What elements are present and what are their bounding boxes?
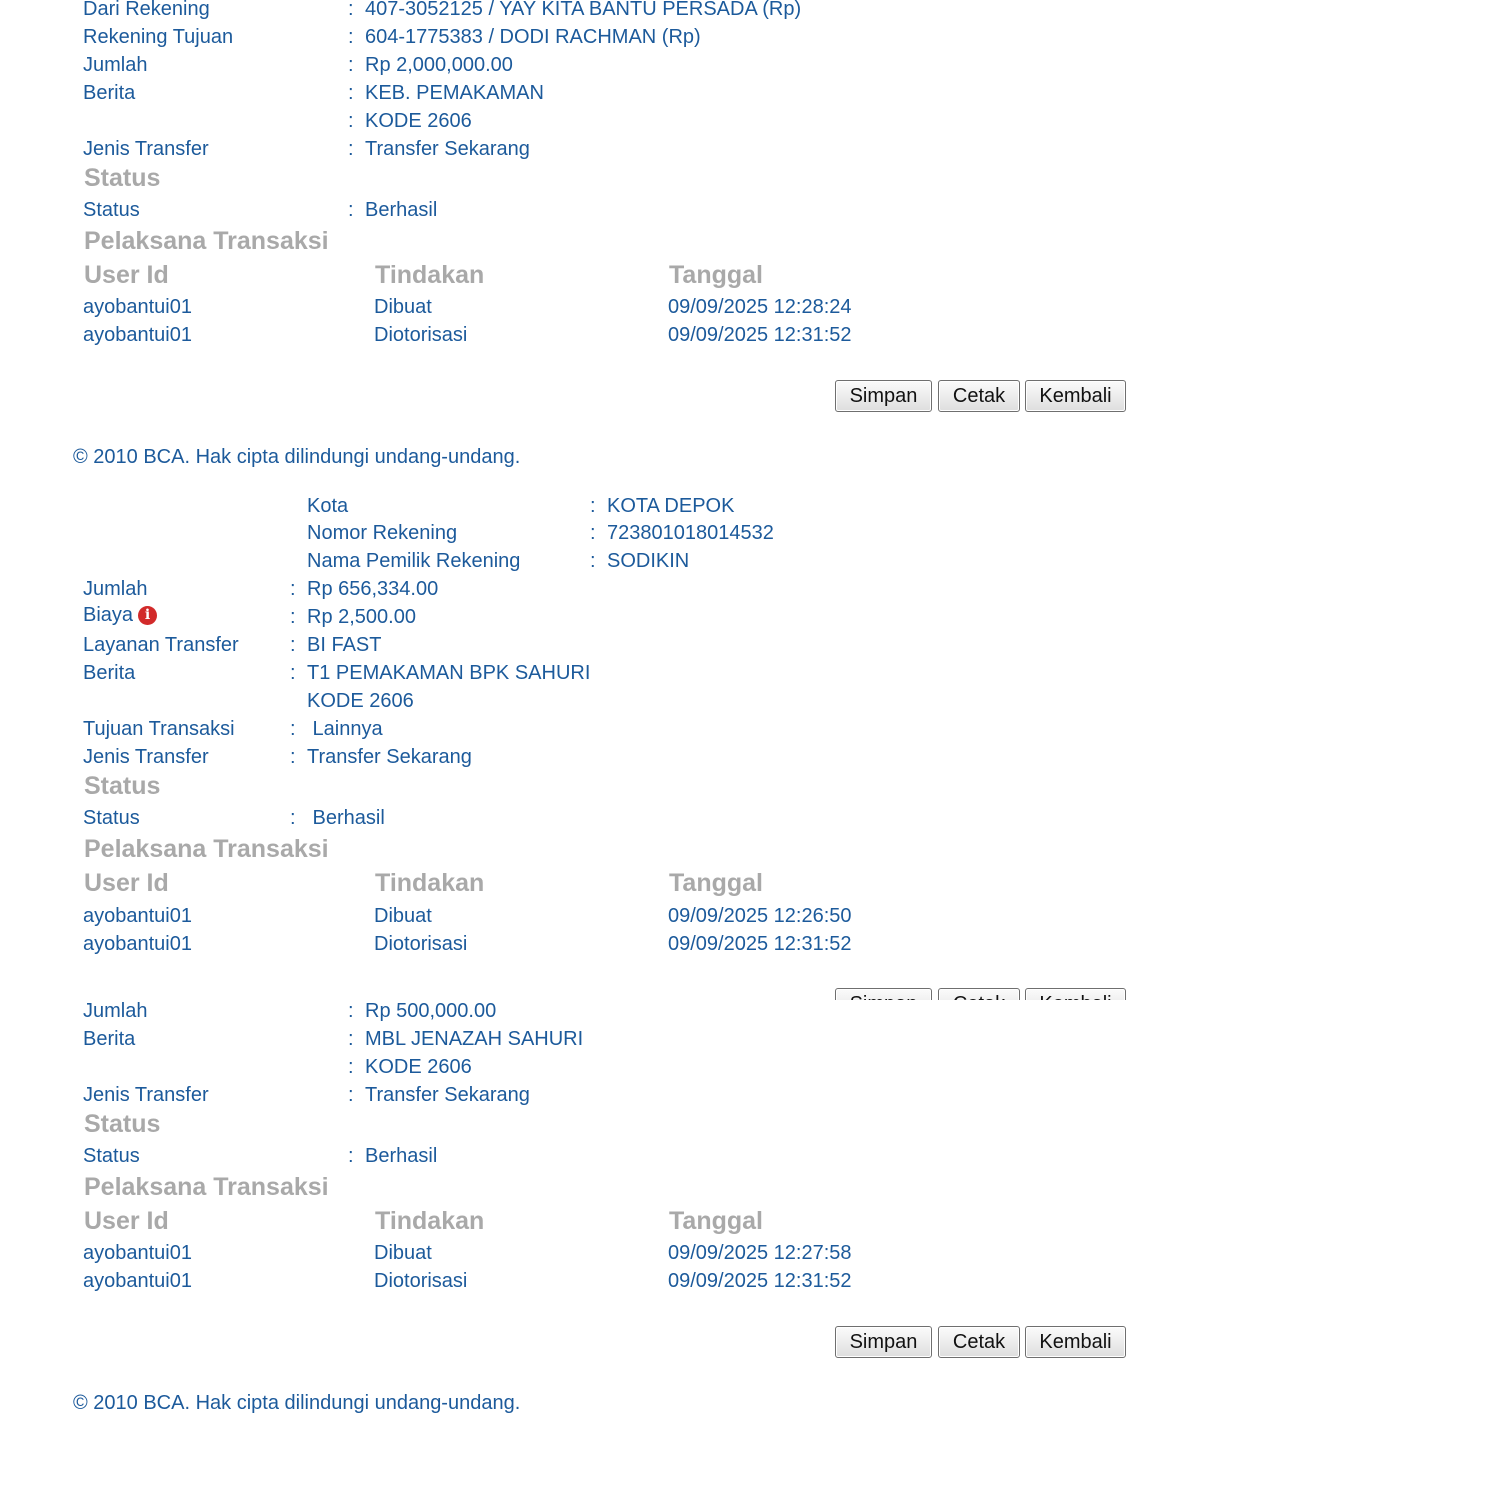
- colon: :: [348, 1084, 354, 1106]
- log-action: Dibuat: [374, 296, 432, 318]
- log-user: ayobantui01: [83, 296, 192, 318]
- value-jumlah: Rp 656,334.00: [307, 578, 439, 600]
- value-berita-line2: KODE 2606: [307, 690, 414, 712]
- label-nomor-rekening: Nomor Rekening: [307, 522, 458, 544]
- label-rekening-tujuan: Rekening Tujuan: [83, 26, 234, 48]
- label-status: Status: [83, 199, 140, 221]
- value-berita: MBL JENAZAH SAHURI: [365, 1028, 584, 1050]
- value-layanan-transfer: BI FAST: [307, 634, 382, 656]
- label-jenis-transfer: Jenis Transfer: [83, 138, 209, 160]
- label-status: Status: [83, 1145, 140, 1167]
- colon: :: [348, 1000, 354, 1022]
- log-action: Diotorisasi: [374, 1270, 468, 1292]
- col-header-tanggal: Tanggal: [669, 869, 763, 897]
- kembali-button[interactable]: Kembali: [1025, 1326, 1126, 1358]
- value-berita: T1 PEMAKAMAN BPK SAHURI: [307, 662, 591, 684]
- col-header-tanggal: Tanggal: [669, 1207, 763, 1235]
- value-status: Berhasil: [365, 1145, 438, 1167]
- kembali-button[interactable]: Kembali: [1025, 380, 1126, 412]
- label-jumlah: Jumlah: [83, 54, 148, 76]
- value-kota: KOTA DEPOK: [607, 495, 735, 517]
- colon: :: [590, 550, 596, 572]
- colon: :: [290, 746, 296, 768]
- colon: :: [290, 578, 296, 600]
- value-jumlah: Rp 500,000.00: [365, 1000, 497, 1022]
- label-jenis-transfer: Jenis Transfer: [83, 1084, 209, 1106]
- label-biaya: [83, 605, 157, 625]
- value-rekening-tujuan: 604-1775383 / DODI RACHMAN (Rp): [365, 26, 701, 48]
- log-date: 09/09/2025 12:26:50: [668, 905, 852, 927]
- colon: :: [348, 82, 354, 104]
- value-nomor-rekening: 723801018014532: [607, 522, 774, 544]
- colon: :: [348, 1145, 354, 1167]
- value-berita: KEB. PEMAKAMAN: [365, 82, 544, 104]
- value-status: Berhasil: [365, 199, 438, 221]
- colon: :: [290, 662, 296, 684]
- log-date: 09/09/2025 12:31:52: [668, 1270, 852, 1292]
- section-header-status: Status: [84, 1110, 161, 1138]
- colon: :: [290, 606, 296, 628]
- section-header-pelaksana: Pelaksana Transaksi: [84, 1173, 329, 1201]
- colon: :: [348, 110, 354, 132]
- label-biaya-text: Biaya: [83, 604, 134, 626]
- colon: :: [348, 1056, 354, 1078]
- col-header-tindakan: Tindakan: [375, 1207, 485, 1235]
- transaction-panel-3: [0, 1000, 1500, 1500]
- section-header-pelaksana: Pelaksana Transaksi: [84, 835, 329, 863]
- log-date: 09/09/2025 12:31:52: [668, 324, 852, 346]
- log-date: 09/09/2025 12:27:58: [668, 1242, 852, 1264]
- log-user: ayobantui01: [83, 324, 192, 346]
- col-header-user-id: User Id: [84, 261, 169, 289]
- log-user: ayobantui01: [83, 1242, 192, 1264]
- log-action: Dibuat: [374, 905, 432, 927]
- value-berita-line2: KODE 2606: [365, 1056, 472, 1078]
- colon: :: [348, 54, 354, 76]
- log-user: ayobantui01: [83, 1270, 192, 1292]
- colon: :: [348, 26, 354, 48]
- copyright-text: © 2010 BCA. Hak cipta dilindungi undang-undang.: [73, 446, 521, 468]
- value-berita-line2: KODE 2606: [365, 110, 472, 132]
- colon: :: [290, 634, 296, 656]
- label-status: Status: [83, 807, 140, 829]
- colon: :: [290, 807, 296, 829]
- info-icon[interactable]: i: [138, 606, 157, 625]
- value-jenis-transfer: Transfer Sekarang: [365, 138, 530, 160]
- label-layanan-transfer: Layanan Transfer: [83, 634, 239, 656]
- section-header-status: Status: [84, 164, 161, 192]
- col-header-tindakan: Tindakan: [375, 869, 485, 897]
- simpan-button[interactable]: Simpan: [835, 380, 932, 412]
- value-jenis-transfer: Transfer Sekarang: [307, 746, 472, 768]
- label-dari-rekening: Dari Rekening: [83, 0, 210, 20]
- col-header-tanggal: Tanggal: [669, 261, 763, 289]
- colon: :: [348, 138, 354, 160]
- value-nama-pemilik: SODIKIN: [607, 550, 690, 572]
- log-user: ayobantui01: [83, 933, 192, 955]
- col-header-user-id: User Id: [84, 869, 169, 897]
- log-user: ayobantui01: [83, 905, 192, 927]
- col-header-user-id: User Id: [84, 1207, 169, 1235]
- label-berita: Berita: [83, 82, 136, 104]
- value-tujuan-transaksi: Lainnya: [307, 718, 383, 740]
- colon: :: [590, 495, 596, 517]
- section-header-pelaksana: Pelaksana Transaksi: [84, 227, 329, 255]
- colon: :: [348, 1028, 354, 1050]
- copyright-text: © 2010 BCA. Hak cipta dilindungi undang-undang.: [73, 1392, 521, 1414]
- simpan-button[interactable]: Simpan: [835, 1326, 932, 1358]
- cetak-button[interactable]: Cetak: [938, 380, 1020, 412]
- log-action: Diotorisasi: [374, 933, 468, 955]
- label-tujuan-transaksi: Tujuan Transaksi: [83, 718, 235, 740]
- value-jenis-transfer: Transfer Sekarang: [365, 1084, 530, 1106]
- colon: :: [348, 199, 354, 221]
- cetak-button[interactable]: Cetak: [938, 1326, 1020, 1358]
- log-action: Diotorisasi: [374, 324, 468, 346]
- value-dari-rekening: 407-3052125 / YAY KITA BANTU PERSADA (Rp): [365, 0, 802, 20]
- label-berita: Berita: [83, 662, 136, 684]
- label-jumlah: Jumlah: [83, 1000, 148, 1022]
- label-berita: Berita: [83, 1028, 136, 1050]
- label-jenis-transfer: Jenis Transfer: [83, 746, 209, 768]
- log-action: Dibuat: [374, 1242, 432, 1264]
- transaction-panel-2: [0, 497, 1500, 1000]
- section-header-status: Status: [84, 772, 161, 800]
- label-kota: Kota: [307, 495, 349, 517]
- col-header-tindakan: Tindakan: [375, 261, 485, 289]
- colon: :: [348, 0, 354, 20]
- transaction-panel-1: [0, 0, 1500, 490]
- value-status: Berhasil: [307, 807, 385, 829]
- label-nama-pemilik: Nama Pemilik Rekening: [307, 550, 521, 572]
- colon: :: [590, 522, 596, 544]
- log-date: 09/09/2025 12:31:52: [668, 933, 852, 955]
- value-jumlah: Rp 2,000,000.00: [365, 54, 513, 76]
- value-biaya: Rp 2,500.00: [307, 606, 416, 628]
- label-jumlah: Jumlah: [83, 578, 148, 600]
- log-date: 09/09/2025 12:28:24: [668, 296, 852, 318]
- colon: :: [290, 718, 296, 740]
